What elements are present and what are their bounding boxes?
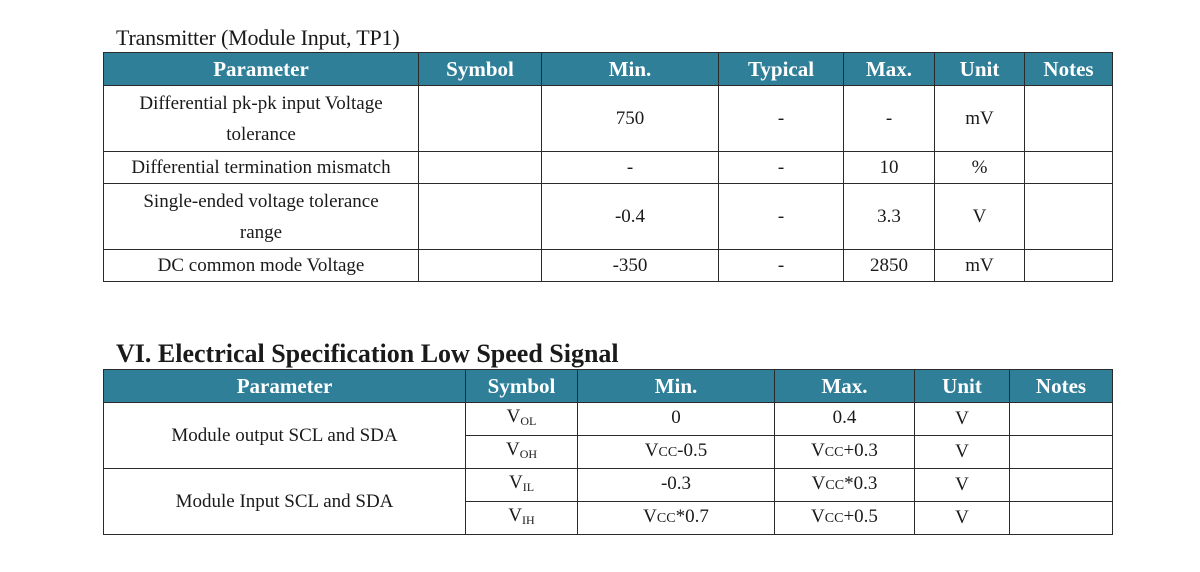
header-max: Max.: [844, 53, 935, 86]
cell-max: 0.4: [775, 403, 915, 436]
cell-notes: [1010, 436, 1113, 469]
cell-max: -: [844, 86, 935, 152]
cell-notes: [1025, 86, 1113, 152]
cell-unit: %: [935, 152, 1025, 184]
table-row: [104, 403, 1113, 436]
cell-min: -: [542, 152, 719, 184]
cell-symbol: $V_{IH}$: [466, 502, 578, 535]
cell-min: 0: [578, 403, 775, 436]
cell-min: -0.3: [578, 469, 775, 502]
cell-typical: -: [719, 250, 844, 282]
section-title: VI. Electrical Specification Low Speed Signal: [116, 339, 619, 368]
cell-max: VCC+0.3: [775, 436, 915, 469]
header-symbol: Symbol: [466, 370, 578, 403]
cell-max: 2850: [844, 250, 935, 282]
cell-unit: V: [915, 469, 1010, 502]
cell-parameter: Single-ended voltage tolerance range: [104, 184, 419, 250]
table-row: [104, 469, 1113, 502]
cell-typical: -: [719, 184, 844, 250]
cell-min: VCC*0.7: [578, 502, 775, 535]
cell-symbol: [419, 86, 542, 152]
cell-max: 3.3: [844, 184, 935, 250]
cell-symbol: [419, 250, 542, 282]
cell-parameter: Differential termination mismatch: [104, 152, 419, 184]
table-row: [104, 86, 1113, 152]
table-row: [104, 152, 1113, 184]
header-min: Min.: [542, 53, 719, 86]
header-notes: Notes: [1025, 53, 1113, 86]
transmitter-caption: Transmitter (Module Input, TP1): [116, 25, 400, 50]
cell-notes: [1025, 250, 1113, 282]
cell-symbol: $V_{OL}$: [466, 403, 578, 436]
cell-typical: -: [719, 86, 844, 152]
header-min: Min.: [578, 370, 775, 403]
cell-min: -350: [542, 250, 719, 282]
cell-unit: V: [915, 403, 1010, 436]
cell-parameter: Module Input SCL and SDA: [104, 469, 466, 535]
cell-typical: -: [719, 152, 844, 184]
cell-symbol: [419, 152, 542, 184]
cell-notes: [1010, 469, 1113, 502]
cell-unit: V: [915, 502, 1010, 535]
cell-notes: [1025, 152, 1113, 184]
header-parameter: Parameter: [104, 370, 466, 403]
cell-unit: mV: [935, 250, 1025, 282]
cell-min: -0.4: [542, 184, 719, 250]
cell-min: 750: [542, 86, 719, 152]
header-unit: Unit: [915, 370, 1010, 403]
table-row: [104, 184, 1113, 250]
cell-unit: mV: [935, 86, 1025, 152]
table-header-row: [104, 53, 1113, 86]
cell-notes: [1010, 502, 1113, 535]
cell-parameter: Differential pk-pk input Voltage tolerance: [104, 86, 419, 152]
table-header-row: [104, 370, 1113, 403]
cell-parameter: DC common mode Voltage: [104, 250, 419, 282]
cell-symbol: $V_{IL}$: [466, 469, 578, 502]
cell-min: VCC-0.5: [578, 436, 775, 469]
header-notes: Notes: [1010, 370, 1113, 403]
table-row: [104, 250, 1113, 282]
cell-max: 10: [844, 152, 935, 184]
cell-max: VCC+0.5: [775, 502, 915, 535]
cell-max: VCC*0.3: [775, 469, 915, 502]
cell-parameter: Module output SCL and SDA: [104, 403, 466, 469]
cell-unit: V: [915, 436, 1010, 469]
transmitter-spec-table: [103, 52, 1113, 282]
low-speed-spec-table: [103, 369, 1113, 535]
header-parameter: Parameter: [104, 53, 419, 86]
header-typical: Typical: [719, 53, 844, 86]
cell-unit: V: [935, 184, 1025, 250]
cell-symbol: [419, 184, 542, 250]
cell-notes: [1010, 403, 1113, 436]
header-unit: Unit: [935, 53, 1025, 86]
header-max: Max.: [775, 370, 915, 403]
cell-notes: [1025, 184, 1113, 250]
header-symbol: Symbol: [419, 53, 542, 86]
cell-symbol: $V_{OH}$: [466, 436, 578, 469]
